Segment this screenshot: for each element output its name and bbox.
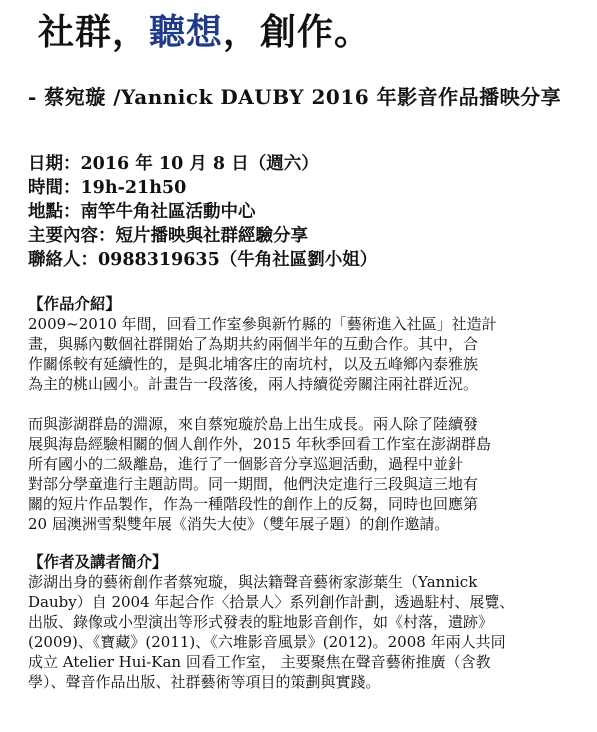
text-line: (2009)、《寶藏》(2011)、《六堆影音風景》(2012)。2008 年兩人共同: [28, 633, 506, 651]
text-line: Dauby）自 2004 年起合作〈拾景人〉系列創作計劃，透過駐村、展覽、: [28, 593, 515, 611]
text-line: 2009~2010 年間，回看工作室參與新竹縣的「藝術進入社區」社造計: [28, 315, 497, 333]
text-line: 而與澎湖群島的淵源，來自蔡宛璇於島上出生成長。兩人除了陸續發: [28, 415, 479, 433]
text-line: 出版、錄像或小型演出等形式發表的駐地影音創作，如《村落，遺跡》: [28, 613, 494, 631]
text-line: 對部分學童進行主題訪問。同一期間，他們決定進行三段與這三地有: [28, 475, 479, 493]
text-line: 所有國小的二級離島，進行了一個影音分享巡迴活動，過程中並針: [28, 455, 464, 473]
text-line: 作關係較有延續性的，是與北埔客庄的南坑村，以及五峰鄉內泰雅族: [28, 355, 479, 373]
title-accent: 聽想: [149, 11, 224, 53]
authors-heading: 【作者及講者簡介】: [28, 552, 168, 571]
title-part-2: ，創作。: [223, 11, 372, 53]
works-intro-heading: 【作品介紹】: [28, 294, 122, 313]
works-intro-section: [28, 294, 583, 534]
info-date: 日期：2016 年 10 月 8 日（週六）: [28, 154, 319, 174]
text-line: 為主的桃山國小。計畫告一段落後，兩人持續從旁關注兩社群近況。: [28, 375, 479, 393]
title-part-1: 社群，: [38, 11, 150, 53]
text-line: 成立 Atelier Hui-Kan 回看工作室， 主要聚焦在聲音藝術推廣（含教: [28, 653, 491, 671]
text-line: 展與海島經驗相關的個人創作外，2015 年秋季回看工作室在澎湖群島: [28, 435, 491, 453]
text-line: 關的短片作品製作，作為一種階段性的創作上的反芻，同時也回應第: [28, 495, 479, 513]
text-line: 畫，與縣內數個社群開始了為期共約兩個半年的互動合作。其中，合: [28, 335, 479, 353]
info-time: 時間：19h-21h50: [28, 178, 187, 198]
text-line: 澎湖出身的藝術創作者蔡宛璇，與法籍聲音藝術家澎葉生（Yannick: [28, 573, 478, 591]
authors-paragraph: [28, 572, 583, 692]
info-location: 地點：南竿牛角社區活動中心: [28, 202, 256, 222]
page-title: [38, 10, 583, 54]
event-subtitle: - 蔡宛璇 /Yannick DAUBY 2016 年影音作品播映分享: [28, 85, 562, 109]
authors-section: [28, 552, 583, 692]
works-paragraph-2: [28, 414, 583, 534]
works-paragraph-1: [28, 314, 583, 394]
text-line: 學）、聲音作品出版、社群藝術等項目的策劃與實踐。: [28, 673, 381, 691]
text-line: 20 屆澳洲雪梨雙年展《消失大使》（雙年展子題）的創作邀請。: [28, 515, 450, 533]
info-contact: 聯絡人：0988319635（牛角社區劉小姐）: [28, 250, 378, 270]
event-info: [28, 152, 583, 272]
info-content: 主要內容：短片播映與社群經驗分享: [28, 226, 308, 246]
